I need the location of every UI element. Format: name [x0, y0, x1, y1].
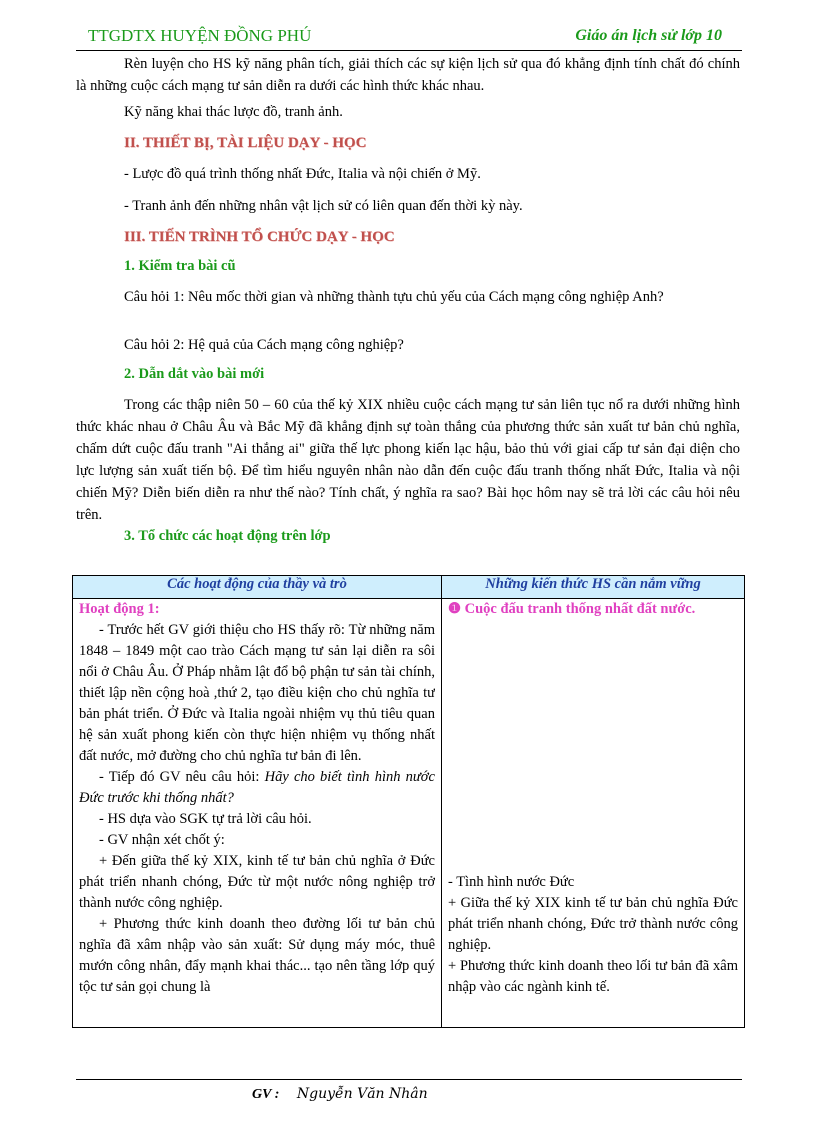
activity-point-economy: + Đến giữa thế kỷ XIX, kinh tế tư bản chủ nghĩa ở Đức phát triển nhanh chóng, Đức từ một nước nông nghiệp trở thành nước công nghiệp. — [79, 853, 435, 911]
knowledge-cell — [442, 599, 745, 1028]
lesson-table — [72, 575, 745, 1028]
question-prefix: - Tiếp đó GV nêu câu hỏi: — [99, 769, 265, 785]
footer-label: GV : — [252, 1087, 280, 1102]
knowledge-germany-situation: - Tình hình nước Đức — [448, 874, 575, 890]
footer-divider — [76, 1079, 742, 1080]
activity-question-text — [79, 767, 435, 809]
page-header — [76, 26, 742, 51]
table-header-activities: Các hoạt động của thầy và trò — [73, 576, 442, 599]
knowledge-germany-economy: + Giữa thế kỷ XIX kinh tế tư bản chủ nghĩa Đức phát triển nhanh chóng, Đức trở thành nước công nghiệp. — [448, 895, 738, 953]
activity-point-business: + Phương thức kinh doanh theo đường lối tư bản chủ nghĩa đã xâm nhập vào sản xuất: Sử dụng máy móc, thuê mướn công nhân, đẩy mạnh khai thác... tạo nên tầng lớp quý tộc tư sản gọi chung là — [79, 916, 435, 995]
page-footer — [252, 1086, 428, 1103]
activities-cell — [73, 599, 442, 1028]
activity-student-answer: - HS dựa vào SGK tự trả lời câu hỏi. — [99, 811, 312, 827]
header-school-name: TTGDTX HUYỆN ĐỒNG PHÚ — [88, 26, 312, 45]
equipment-item-pictures: - Tranh ảnh đến những nhân vật lịch sử có liên quan đến thời kỳ này. — [124, 198, 523, 214]
activity-teacher-summary: - GV nhận xét chốt ý: — [99, 832, 225, 848]
header-document-title: Giáo án lịch sử lớp 10 — [575, 27, 722, 44]
subsection-class-activities: 3. Tổ chức các hoạt động trên lớp — [124, 528, 331, 544]
table-header-knowledge: Những kiến thức HS cần nắm vững — [442, 576, 745, 599]
question-italic: Hãy cho biết tình hình nước Đức trước khi thống nhất? — [79, 769, 435, 806]
subsection-old-lesson-check: 1. Kiểm tra bài cũ — [124, 258, 236, 274]
section-title-process: III. TIẾN TRÌNH TỔ CHỨC DẠY - HỌC — [124, 229, 395, 245]
section-title-equipment: II. THIẾT BỊ, TÀI LIỆU DẠY - HỌC — [124, 135, 367, 151]
activity-intro-text: - Trước hết GV giới thiệu cho HS thấy rõ: Từ những năm 1848 – 1849 một cao trào Cách mạng tư sản lại diễn ra sôi nổi ở Châu Âu. Ở Pháp nhằm lật đổ bộ phận tư sản tài chính, thiết lập nền cộng hoà ,thứ 2, tạo điều kiện cho chủ nghĩa tư bản phát triển. Ở Đức và Italia ngoài nhiệm vụ thủ tiêu quan hệ sản xuất phong kiến còn thực hiện nhiệm vụ thống nhất đất nước, mở đường cho chủ nghĩa tư bản đi lên. — [79, 622, 435, 764]
footer-teacher-name: Nguyễn Văn Nhân — [296, 1086, 428, 1102]
intro-paragraph-map-skills: Kỹ năng khai thác lược đồ, tranh ảnh. — [124, 104, 343, 120]
question-1: Câu hỏi 1: Nêu mốc thời gian và những thành tựu chủ yếu của Cách mạng công nghiệp Anh? — [124, 289, 664, 305]
knowledge-germany-business: + Phương thức kinh doanh theo lối tư bản đã xâm nhập vào các ngành kinh tế. — [448, 958, 738, 995]
lead-in-paragraph: Trong các thập niên 50 – 60 của thế kỷ XIX nhiều cuộc cách mạng tư sản liên tục nổ ra dưới những hình thức khác nhau ở Châu Âu và Bắc Mỹ đã khẳng định sự toàn thắng của phương thức sản xuất tư bản chủ nghĩa, chấm dứt cuộc đấu tranh "Ai thắng ai" giữa thế lực phong kiến lạc hậu, bảo thủ với giai cấp tư sản đại diện cho lực lượng sản xuất tiến bộ. Để tìm hiểu nguyên nhân nào dẫn đến cuộc đấu tranh thống nhất Đức, Italia và nội chiến Mỹ? Diễn biến diễn ra như thế nào? Tính chất, ý nghĩa ra sao? Bài học hôm nay sẽ trả lời các câu hỏi nêu trên. — [76, 397, 740, 523]
equipment-item-map: - Lược đồ quá trình thống nhất Đức, Italia và nội chiến ở Mỹ. — [124, 166, 481, 182]
intro-paragraph-skills: Rèn luyện cho HS kỹ năng phân tích, giải thích các sự kiện lịch sử qua đó khẳng định tính chất đó chính là những cuộc cách mạng tư sản diễn ra dưới các hình thức khác nhau. — [76, 56, 740, 94]
subsection-lead-in: 2. Dẫn dắt vào bài mới — [124, 366, 265, 382]
knowledge-title: ❶ Cuộc đấu tranh thống nhất đất nước. — [448, 601, 696, 617]
question-2: Câu hỏi 2: Hệ quả của Cách mạng công nghiệp? — [124, 337, 404, 353]
activity-title: Hoạt động 1: — [79, 601, 160, 617]
